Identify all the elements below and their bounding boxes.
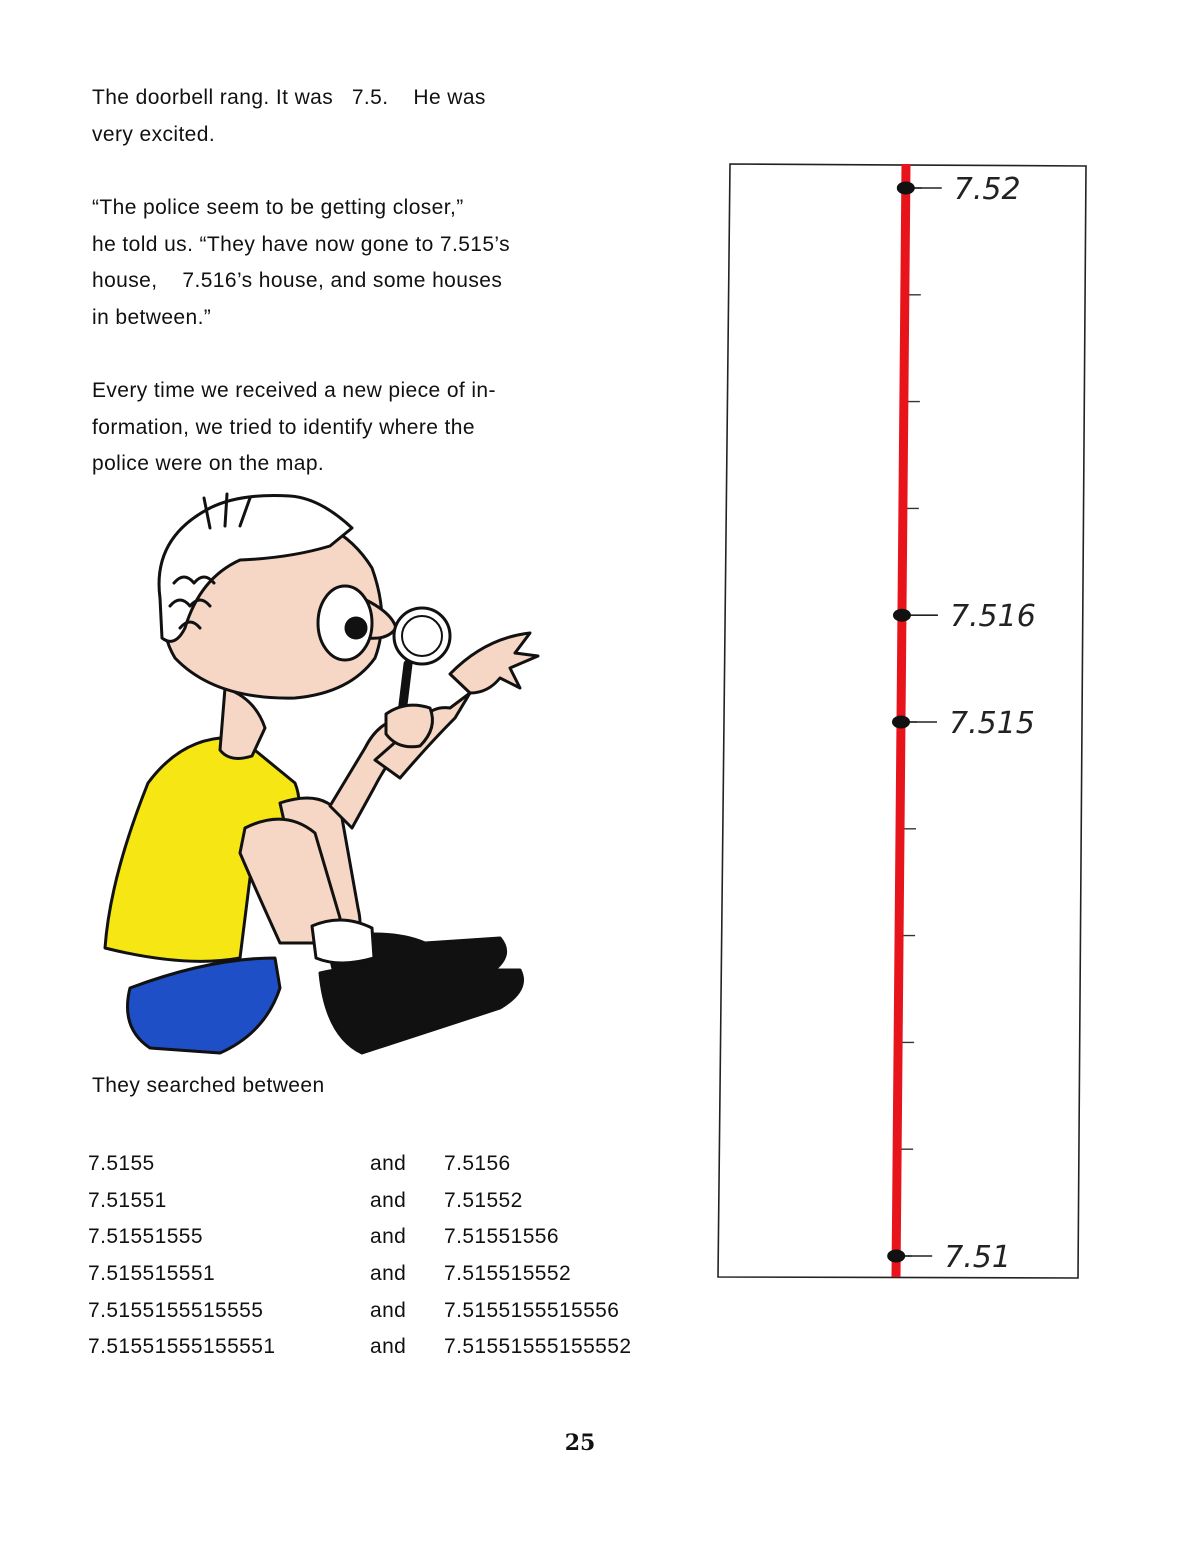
- range-row: [88, 1219, 631, 1256]
- range-to: 7.51551555155552: [444, 1335, 632, 1359]
- story-line: house, 7.516’s house, and some houses: [92, 269, 503, 292]
- range-joiner: and: [370, 1152, 407, 1176]
- story-line: “The police seem to be getting closer,”: [92, 196, 464, 219]
- hand-holding: [386, 705, 432, 747]
- point-label: 7.516: [949, 599, 1036, 635]
- sock: [312, 920, 374, 963]
- range-row: [88, 1183, 631, 1220]
- range-from: 7.515515551: [88, 1262, 216, 1286]
- shorts: [128, 958, 281, 1053]
- story-line: very excited.: [92, 122, 216, 146]
- range-row: [88, 1329, 631, 1366]
- range-to: 7.5156: [444, 1152, 511, 1176]
- story-line: in between.”: [92, 305, 212, 329]
- pupil: [346, 618, 366, 638]
- story-line: he told us. “They have now gone to 7.515’s: [92, 232, 511, 256]
- story-line: police were on the map.: [92, 452, 325, 475]
- range-joiner: and: [370, 1298, 407, 1322]
- search-intro: They searched between: [92, 1074, 325, 1097]
- range-from: 7.5155: [88, 1152, 155, 1176]
- story-paragraph-2: [92, 190, 652, 336]
- point-label: 7.51: [944, 1240, 1011, 1275]
- range-joiner: and: [370, 1335, 407, 1359]
- shoe-front: [320, 965, 523, 1053]
- range-to: 7.5155155515556: [444, 1298, 620, 1322]
- point-label: 7.515: [948, 706, 1035, 741]
- point-label: 7.52: [953, 172, 1021, 207]
- range-joiner: and: [370, 1262, 407, 1286]
- story-line: formation, we tried to identify where the: [92, 415, 475, 439]
- range-row: [88, 1146, 631, 1183]
- point-marker: [892, 716, 910, 729]
- range-from: 7.51551: [88, 1188, 167, 1212]
- range-to: 7.51552: [444, 1188, 523, 1212]
- page-number: 25: [564, 1430, 596, 1456]
- point-marker: [887, 1250, 905, 1263]
- point-marker: [893, 609, 911, 622]
- range-row: [88, 1256, 631, 1293]
- story-line: Every time we received a new piece of in-: [92, 379, 496, 402]
- story-paragraph-1: [92, 80, 652, 153]
- hand-pointing: [450, 633, 538, 693]
- range-joiner: and: [370, 1188, 407, 1212]
- range-to: 7.51551556: [444, 1225, 559, 1249]
- story-paragraph-3: [92, 373, 652, 483]
- number-line-map: [716, 160, 1092, 1285]
- range-from: 7.5155155515555: [88, 1298, 264, 1322]
- story-line: The doorbell rang. It was 7.5. He was: [92, 86, 486, 109]
- neck: [220, 688, 265, 758]
- range-row: [88, 1292, 631, 1329]
- point-marker: [897, 182, 915, 195]
- search-ranges-table: [88, 1146, 631, 1366]
- marked-points: [887, 172, 1036, 1275]
- range-from: 7.51551555155551: [88, 1335, 276, 1359]
- range-to: 7.515515552: [444, 1262, 572, 1286]
- range-joiner: and: [370, 1225, 407, 1249]
- range-from: 7.51551555: [88, 1225, 203, 1249]
- boy-with-magnifying-glass-illustration: [90, 488, 550, 1063]
